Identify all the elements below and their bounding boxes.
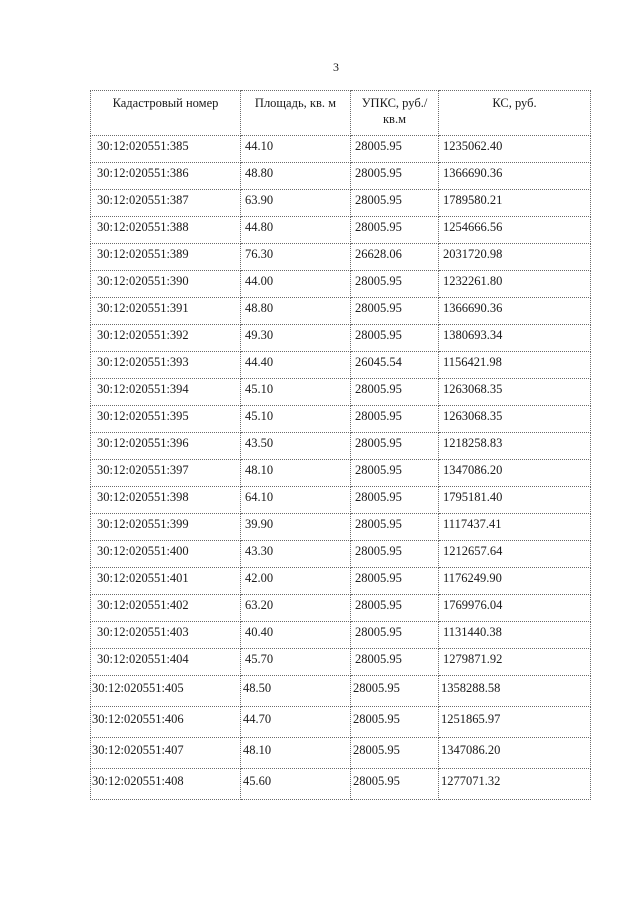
table-row — [91, 622, 591, 649]
area-cell: 44.00 — [241, 271, 351, 298]
area-cell: 48.50 — [241, 676, 351, 707]
cadastral-number-cell: 30:12:020551:396 — [91, 433, 241, 460]
specific-value-cell: 28005.95 — [351, 136, 439, 163]
table-row — [91, 514, 591, 541]
specific-value-cell: 28005.95 — [351, 433, 439, 460]
cadastral-value-cell: 1380693.34 — [439, 325, 591, 352]
cadastral-value-cell: 1347086.20 — [439, 738, 591, 769]
cadastral-number-cell: 30:12:020551:397 — [91, 460, 241, 487]
cadastral-value-cell: 1232261.80 — [439, 271, 591, 298]
table-row — [91, 190, 591, 217]
table-row — [91, 379, 591, 406]
cadastral-value-cell: 1131440.38 — [439, 622, 591, 649]
area-cell: 45.70 — [241, 649, 351, 676]
cadastral-value-cell: 1235062.40 — [439, 136, 591, 163]
cadastral-value-cell: 1117437.41 — [439, 514, 591, 541]
area-cell: 44.40 — [241, 352, 351, 379]
table-row — [91, 541, 591, 568]
cadastral-number-cell: 30:12:020551:390 — [91, 271, 241, 298]
table-row — [91, 433, 591, 460]
page-number: 3 — [333, 60, 339, 74]
table-row — [91, 487, 591, 514]
table-row — [91, 595, 591, 622]
cadastral-value-cell: 1366690.36 — [439, 163, 591, 190]
area-cell: 45.60 — [241, 769, 351, 800]
area-cell: 44.80 — [241, 217, 351, 244]
table-row — [91, 163, 591, 190]
cadastral-value-cell: 1254666.56 — [439, 217, 591, 244]
cadastral-value-cell: 1176249.90 — [439, 568, 591, 595]
cadastral-value-cell: 1218258.83 — [439, 433, 591, 460]
specific-value-cell: 28005.95 — [351, 406, 439, 433]
cadastral-number-cell: 30:12:020551:395 — [91, 406, 241, 433]
area-cell: 48.80 — [241, 298, 351, 325]
cadastral-value-cell: 1156421.98 — [439, 352, 591, 379]
table-row — [91, 244, 591, 271]
header-cadastral-number: Кадастровый номер — [91, 91, 241, 136]
cadastral-number-cell: 30:12:020551:398 — [91, 487, 241, 514]
cadastral-number-cell: 30:12:020551:405 — [91, 676, 241, 707]
cadastral-number-cell: 30:12:020551:389 — [91, 244, 241, 271]
cadastral-value-cell: 1263068.35 — [439, 379, 591, 406]
table-row — [91, 217, 591, 244]
specific-value-cell: 28005.95 — [351, 190, 439, 217]
cadastral-number-cell: 30:12:020551:401 — [91, 568, 241, 595]
header-cadastral-value: КС, руб. — [439, 91, 591, 136]
area-cell: 45.10 — [241, 406, 351, 433]
cadastral-value-cell: 1366690.36 — [439, 298, 591, 325]
cadastral-value-cell: 1789580.21 — [439, 190, 591, 217]
table-row — [91, 325, 591, 352]
specific-value-cell: 28005.95 — [351, 738, 439, 769]
area-cell: 48.10 — [241, 460, 351, 487]
table-row — [91, 769, 591, 800]
table-row — [91, 707, 591, 738]
cadastral-value-cell: 1251865.97 — [439, 707, 591, 738]
specific-value-cell: 28005.95 — [351, 649, 439, 676]
area-cell: 40.40 — [241, 622, 351, 649]
header-specific-value: УПКС, руб./кв.м — [351, 91, 439, 136]
area-cell: 48.80 — [241, 163, 351, 190]
cadastral-number-cell: 30:12:020551:404 — [91, 649, 241, 676]
area-cell: 42.00 — [241, 568, 351, 595]
cadastral-number-cell: 30:12:020551:388 — [91, 217, 241, 244]
cadastral-value-cell: 1277071.32 — [439, 769, 591, 800]
table-row — [91, 136, 591, 163]
area-cell: 49.30 — [241, 325, 351, 352]
cadastral-value-cell: 1769976.04 — [439, 595, 591, 622]
table-row — [91, 460, 591, 487]
cadastral-value-cell: 1347086.20 — [439, 460, 591, 487]
area-cell: 39.90 — [241, 514, 351, 541]
specific-value-cell: 28005.95 — [351, 707, 439, 738]
area-cell: 44.10 — [241, 136, 351, 163]
specific-value-cell: 28005.95 — [351, 379, 439, 406]
cadastral-number-cell: 30:12:020551:392 — [91, 325, 241, 352]
cadastral-value-cell: 1795181.40 — [439, 487, 591, 514]
area-cell: 76.30 — [241, 244, 351, 271]
cadastral-number-cell: 30:12:020551:385 — [91, 136, 241, 163]
table-row — [91, 271, 591, 298]
cadastral-number-cell: 30:12:020551:408 — [91, 769, 241, 800]
area-cell: 44.70 — [241, 707, 351, 738]
header-row — [91, 91, 591, 136]
specific-value-cell: 28005.95 — [351, 298, 439, 325]
area-cell: 45.10 — [241, 379, 351, 406]
table-header — [91, 91, 591, 136]
specific-value-cell: 28005.95 — [351, 595, 439, 622]
cadastral-value-cell: 2031720.98 — [439, 244, 591, 271]
table-row — [91, 568, 591, 595]
area-cell: 63.20 — [241, 595, 351, 622]
cadastral-value-cell: 1263068.35 — [439, 406, 591, 433]
cadastral-number-cell: 30:12:020551:400 — [91, 541, 241, 568]
cadastral-number-cell: 30:12:020551:386 — [91, 163, 241, 190]
specific-value-cell: 28005.95 — [351, 514, 439, 541]
specific-value-cell: 26628.06 — [351, 244, 439, 271]
area-cell: 43.30 — [241, 541, 351, 568]
cadastral-table — [90, 90, 591, 800]
specific-value-cell: 28005.95 — [351, 487, 439, 514]
cadastral-value-cell: 1358288.58 — [439, 676, 591, 707]
cadastral-number-cell: 30:12:020551:387 — [91, 190, 241, 217]
cadastral-number-cell: 30:12:020551:403 — [91, 622, 241, 649]
cadastral-number-cell: 30:12:020551:402 — [91, 595, 241, 622]
header-area: Площадь, кв. м — [241, 91, 351, 136]
table-row — [91, 649, 591, 676]
specific-value-cell: 28005.95 — [351, 769, 439, 800]
table-body — [91, 136, 591, 800]
specific-value-cell: 28005.95 — [351, 217, 439, 244]
area-cell: 48.10 — [241, 738, 351, 769]
specific-value-cell: 28005.95 — [351, 676, 439, 707]
specific-value-cell: 28005.95 — [351, 271, 439, 298]
specific-value-cell: 28005.95 — [351, 568, 439, 595]
specific-value-cell: 28005.95 — [351, 541, 439, 568]
area-cell: 43.50 — [241, 433, 351, 460]
cadastral-value-cell: 1279871.92 — [439, 649, 591, 676]
specific-value-cell: 28005.95 — [351, 460, 439, 487]
cadastral-number-cell: 30:12:020551:406 — [91, 707, 241, 738]
table-row — [91, 406, 591, 433]
cadastral-number-cell: 30:12:020551:394 — [91, 379, 241, 406]
cadastral-number-cell: 30:12:020551:407 — [91, 738, 241, 769]
cadastral-value-cell: 1212657.64 — [439, 541, 591, 568]
specific-value-cell: 26045.54 — [351, 352, 439, 379]
specific-value-cell: 28005.95 — [351, 163, 439, 190]
table-row — [91, 676, 591, 707]
cadastral-number-cell: 30:12:020551:399 — [91, 514, 241, 541]
area-cell: 64.10 — [241, 487, 351, 514]
specific-value-cell: 28005.95 — [351, 325, 439, 352]
table-row — [91, 298, 591, 325]
table-row — [91, 738, 591, 769]
area-cell: 63.90 — [241, 190, 351, 217]
table-row — [91, 352, 591, 379]
cadastral-number-cell: 30:12:020551:391 — [91, 298, 241, 325]
specific-value-cell: 28005.95 — [351, 622, 439, 649]
cadastral-number-cell: 30:12:020551:393 — [91, 352, 241, 379]
